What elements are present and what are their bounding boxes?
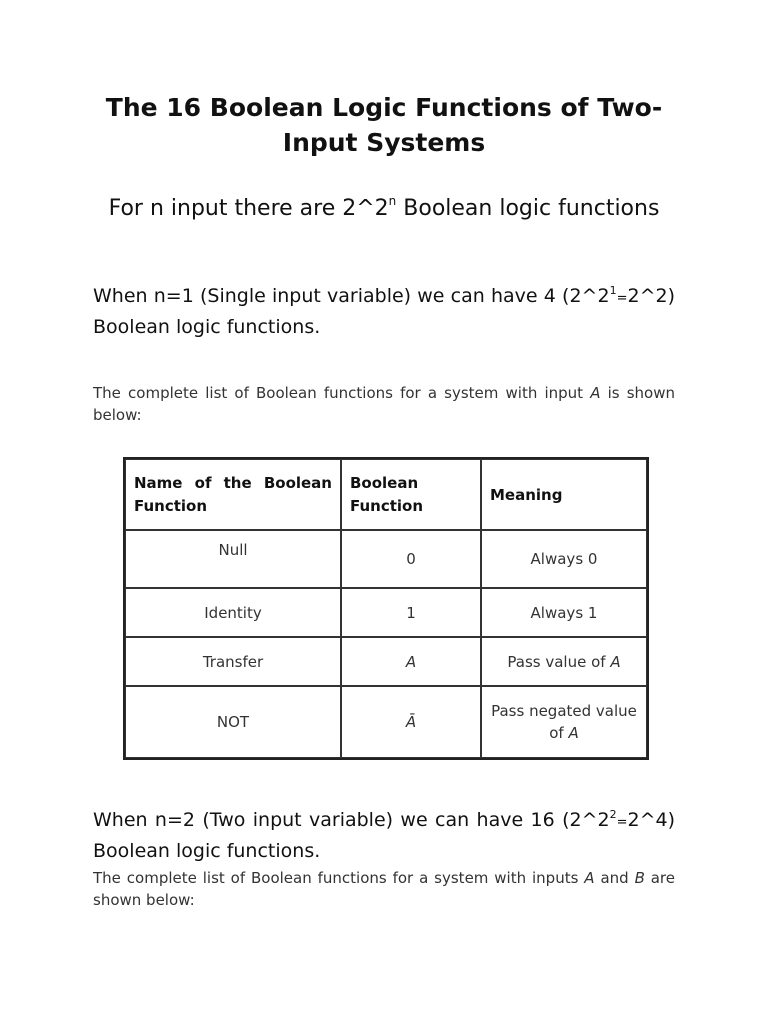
intro-two-var-b: B — [634, 869, 645, 887]
paragraph-n1-text-end: 2^2) Boolean logic functions. — [93, 285, 675, 338]
row-function-var: Ā — [405, 713, 417, 731]
header-function-text: Boolean Function — [350, 473, 424, 515]
boolean-functions-table — [123, 457, 649, 760]
paragraph-n2-equals: = — [616, 815, 628, 830]
paragraph-n2-text: When n=2 (Two input variable) we can have 16 (2^2 — [93, 809, 610, 831]
paragraph-n1 — [93, 276, 675, 342]
paragraph-n2-superscript: 2 — [609, 808, 617, 821]
row-function: 1 — [341, 588, 481, 637]
row-meaning — [481, 637, 647, 686]
paragraph-n2-text-end: 2^4) Boolean logic functions. — [93, 809, 675, 862]
row-name: Identity — [125, 588, 341, 637]
intro-single-text: The complete list of Boolean functions for a system with input — [93, 384, 591, 402]
subtitle — [60, 186, 708, 224]
row-meaning: Always 1 — [481, 588, 647, 637]
intro-two-text-mid: and — [594, 869, 635, 887]
subtitle-superscript: n — [388, 194, 397, 208]
row-meaning-var: A — [610, 652, 621, 671]
paragraph-n2 — [93, 800, 675, 866]
table-row — [125, 588, 647, 637]
intro-two-input — [93, 867, 675, 911]
table-header-row — [125, 459, 647, 530]
intro-single-text-end: is shown below: — [93, 384, 675, 424]
header-name-text: Name of the Boolean Function — [134, 473, 332, 515]
intro-two-text: The complete list of Boolean functions for a system with inputs — [93, 869, 585, 887]
paragraph-n1-superscript: 1 — [609, 284, 617, 297]
row-meaning-text: Pass value of — [507, 652, 611, 671]
header-function — [341, 459, 481, 530]
row-name: Null — [125, 530, 341, 588]
table-row — [125, 637, 647, 686]
header-meaning: Meaning — [481, 459, 647, 530]
table-row — [125, 530, 647, 588]
paragraph-n1-text: When n=1 (Single input variable) we can have 4 (2^2 — [93, 285, 610, 307]
row-name: NOT — [125, 686, 341, 758]
row-meaning — [481, 686, 647, 758]
header-name — [125, 459, 341, 530]
row-function — [341, 686, 481, 758]
row-meaning-text: Pass negated value of — [491, 702, 637, 742]
intro-two-text-end: are shown below: — [93, 869, 676, 909]
table-row — [125, 686, 647, 758]
intro-single-var: A — [590, 384, 601, 402]
row-meaning-var: A — [568, 724, 579, 742]
intro-single-input — [93, 382, 675, 426]
subtitle-text: For n input there are 2^2 — [108, 196, 389, 221]
row-meaning: Always 0 — [481, 530, 647, 588]
row-function-var: A — [405, 652, 417, 671]
row-function — [341, 637, 481, 686]
paragraph-n1-equals: = — [616, 291, 628, 306]
row-name: Transfer — [125, 637, 341, 686]
row-function: 0 — [341, 530, 481, 588]
intro-two-var-a: A — [584, 869, 595, 887]
subtitle-text-end: Boolean logic functions — [396, 196, 660, 221]
page-title: The 16 Boolean Logic Functions of Two-Input Systems — [105, 93, 663, 157]
